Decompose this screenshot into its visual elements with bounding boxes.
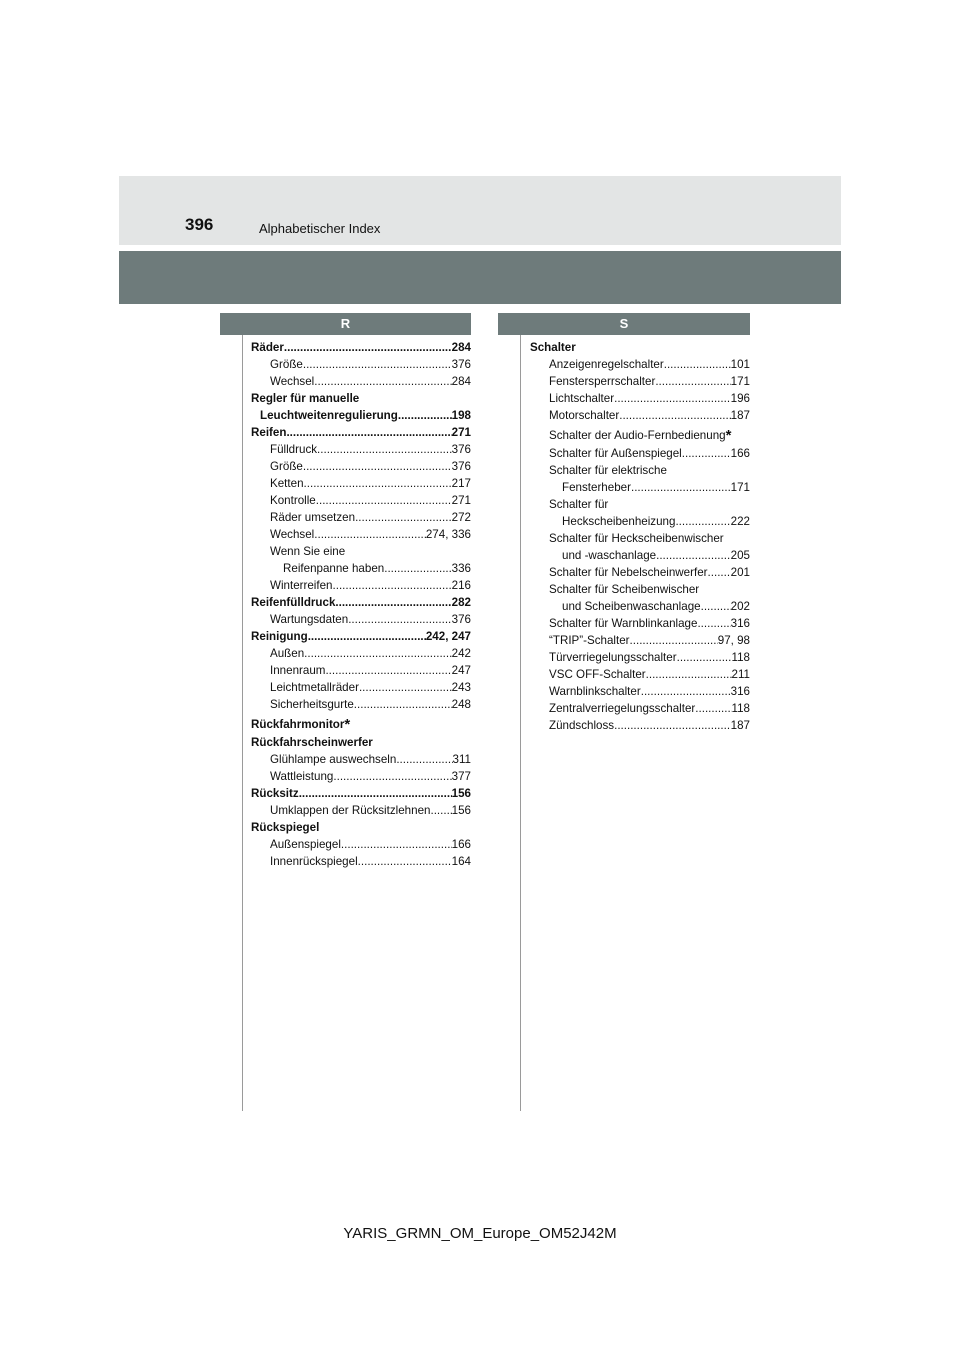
- leader-dots: [341, 836, 452, 853]
- leader-dots: [325, 662, 451, 679]
- page-reference: 274, 336: [425, 528, 471, 541]
- leader-dots: [656, 547, 731, 564]
- page-reference: 118: [731, 651, 750, 664]
- page-reference: 101: [730, 358, 750, 371]
- page-reference: 272: [451, 511, 471, 524]
- index-entry[interactable]: [530, 649, 750, 666]
- entry-label: Fensterheber: [562, 481, 631, 494]
- index-entry[interactable]: [530, 547, 750, 564]
- entry-label: Zündschloss: [549, 719, 615, 732]
- header-band: [119, 251, 841, 304]
- page-reference: 202: [730, 600, 750, 613]
- page-reference: 243: [451, 681, 471, 694]
- index-entry[interactable]: [251, 594, 471, 611]
- leader-dots: [682, 445, 731, 462]
- entry-label: Wattleistung: [270, 770, 334, 783]
- entry-label: Kontrolle: [270, 494, 316, 507]
- column-divider-right: [520, 335, 521, 1111]
- leader-dots: [614, 390, 731, 407]
- page-reference: 216: [451, 579, 471, 592]
- page-reference: 198: [451, 409, 471, 422]
- leader-dots: [359, 679, 452, 696]
- page-reference: 156: [451, 804, 471, 817]
- entry-label: Zentralverriegelungsschalter: [549, 702, 696, 715]
- leader-dots: [697, 615, 730, 632]
- entry-label: Schalter für: [549, 498, 609, 511]
- index-entry[interactable]: [251, 560, 471, 577]
- index-entry[interactable]: [530, 373, 750, 390]
- entry-label: Wechsel: [270, 528, 315, 541]
- index-entry[interactable]: [530, 462, 750, 479]
- index-entry[interactable]: [530, 683, 750, 700]
- page-reference: 248: [451, 698, 471, 711]
- entry-label: Außen: [270, 647, 305, 660]
- entry-label: Wartungsdaten: [270, 613, 349, 626]
- index-entry[interactable]: [251, 662, 471, 679]
- leader-dots: [284, 339, 452, 356]
- leader-dots: [316, 492, 452, 509]
- entry-label: Regler für manuelle: [251, 392, 360, 405]
- leader-dots: [398, 407, 452, 424]
- index-entry[interactable]: [251, 611, 471, 628]
- index-entry[interactable]: [251, 785, 471, 802]
- page-reference: 187: [730, 409, 750, 422]
- entry-label: Schalter für Nebelscheinwerfer: [549, 566, 708, 579]
- index-entry[interactable]: [251, 679, 471, 696]
- index-entry[interactable]: [251, 645, 471, 662]
- column-divider-left: [242, 335, 243, 1111]
- leader-dots: [304, 475, 452, 492]
- index-entry[interactable]: [530, 496, 750, 513]
- page-reference: 271: [451, 426, 471, 439]
- index-entry[interactable]: [251, 543, 471, 560]
- entry-label: Motorschalter: [549, 409, 620, 422]
- page-reference: 156: [451, 787, 471, 800]
- index-entry[interactable]: [251, 373, 471, 390]
- page-reference: 376: [451, 460, 471, 473]
- entry-label: Räder umsetzen: [270, 511, 356, 524]
- leader-dots: [355, 509, 452, 526]
- page-reference: 247: [451, 664, 471, 677]
- entry-label: Anzeigenregelschalter: [549, 358, 664, 371]
- index-entry[interactable]: [251, 577, 471, 594]
- index-entry[interactable]: [530, 564, 750, 581]
- leader-dots: [314, 373, 451, 390]
- page-reference: 336: [451, 562, 471, 575]
- page-reference: 376: [451, 613, 471, 626]
- index-entry[interactable]: [530, 615, 750, 632]
- index-entry[interactable]: [530, 513, 750, 530]
- page-reference: 171: [730, 481, 750, 494]
- index-entry[interactable]: [251, 751, 471, 768]
- leader-dots: [396, 751, 452, 768]
- index-entry[interactable]: [530, 700, 750, 717]
- entry-label: Leuchtweitenregulierung: [260, 409, 398, 422]
- leader-dots: [358, 853, 452, 870]
- entry-label: Schalter für elektrische: [549, 464, 667, 477]
- index-entry[interactable]: [530, 356, 750, 373]
- section-letter-r: R: [220, 313, 471, 335]
- entry-label: Schalter: [530, 341, 576, 354]
- entry-label: Sicherheitsgurte: [270, 698, 354, 711]
- entry-label: Winterreifen: [270, 579, 333, 592]
- entry-label: Schalter der Audio-Fernbedienung: [549, 429, 726, 442]
- entry-label: Räder: [251, 341, 284, 354]
- entry-label: Wechsel: [270, 375, 315, 388]
- leader-dots: [641, 683, 731, 700]
- index-entry[interactable]: [530, 598, 750, 615]
- leader-dots: [303, 356, 452, 373]
- leader-dots: [303, 458, 452, 475]
- leader-dots: [664, 356, 731, 373]
- leader-dots: [348, 611, 451, 628]
- page-reference: 171: [730, 375, 750, 388]
- leader-dots: [335, 594, 451, 611]
- page-reference: 282: [451, 596, 471, 609]
- page-reference: 166: [451, 838, 471, 851]
- page-reference: 118: [731, 702, 750, 715]
- index-entry[interactable]: [530, 666, 750, 683]
- page-reference: 316: [730, 617, 750, 630]
- index-entry[interactable]: [530, 339, 750, 356]
- index-entry[interactable]: [251, 356, 471, 373]
- index-entry[interactable]: [251, 509, 471, 526]
- index-entry[interactable]: [251, 339, 471, 356]
- page-reference: 196: [730, 392, 750, 405]
- entry-label: Schalter für Heckscheibenwischer: [549, 532, 724, 545]
- index-entry[interactable]: [251, 819, 471, 836]
- leader-dots: [646, 666, 732, 683]
- index-entry[interactable]: [251, 424, 471, 441]
- leader-dots: [708, 564, 731, 581]
- page-reference: 316: [730, 685, 750, 698]
- entry-label: Größe: [270, 358, 303, 371]
- entry-label: Reifen: [251, 426, 287, 439]
- page-reference: 284: [451, 375, 471, 388]
- entry-label: Schalter für Warnblinkanlage: [549, 617, 698, 630]
- leader-dots: [333, 768, 451, 785]
- entry-label: Reifenfülldruck: [251, 596, 336, 609]
- index-entry[interactable]: [530, 717, 750, 734]
- entry-label: und Scheibenwaschanlage: [562, 600, 701, 613]
- entry-label: Reinigung: [251, 630, 308, 643]
- entry-label: Leichtmetallräder: [270, 681, 359, 694]
- index-entry[interactable]: [251, 458, 471, 475]
- entry-label: Schalter für Außenspiegel: [549, 447, 682, 460]
- leader-dots: [677, 649, 732, 666]
- index-entry[interactable]: [530, 530, 750, 547]
- entry-label: Rückfahrscheinwerfer: [251, 736, 373, 749]
- index-entry[interactable]: [251, 734, 471, 751]
- page-reference: 376: [451, 358, 471, 371]
- index-entry[interactable]: [530, 632, 750, 649]
- leader-dots: [631, 479, 731, 496]
- page-reference: 242, 247: [425, 630, 471, 643]
- page-reference: 164: [451, 855, 471, 868]
- footnote-asterisk: *: [725, 427, 732, 444]
- page-reference: 284: [451, 341, 471, 354]
- leader-dots: [619, 407, 730, 424]
- entry-label: “TRIP”-Schalter: [549, 634, 630, 647]
- leader-dots: [314, 526, 426, 543]
- leader-dots: [655, 373, 730, 390]
- entry-label: Heckscheibenheizung: [562, 515, 676, 528]
- leader-dots: [384, 560, 451, 577]
- entry-label: Größe: [270, 460, 303, 473]
- index-entry[interactable]: [251, 768, 471, 785]
- index-entry[interactable]: [530, 581, 750, 598]
- entry-label: Fülldruck: [270, 443, 318, 456]
- page-reference: 97, 98: [717, 634, 750, 647]
- entry-label: Rückfahrmonitor: [251, 718, 345, 731]
- page-reference: 376: [451, 443, 471, 456]
- index-entry[interactable]: [251, 492, 471, 509]
- page-reference: 211: [731, 668, 750, 681]
- entry-label: Fenstersperrschalter: [549, 375, 656, 388]
- index-entry[interactable]: [251, 390, 471, 407]
- page-reference: 205: [730, 549, 750, 562]
- entry-label: und -waschanlage: [562, 549, 657, 562]
- entry-label: Wenn Sie eine: [270, 545, 346, 558]
- entry-label: Schalter für Scheibenwischer: [549, 583, 700, 596]
- leader-dots: [333, 577, 452, 594]
- index-column-s: [530, 339, 750, 734]
- entry-label: Glühlampe auswechseln: [270, 753, 397, 766]
- entry-label: Innenraum: [270, 664, 326, 677]
- index-entry[interactable]: [530, 390, 750, 407]
- index-entry[interactable]: [251, 475, 471, 492]
- page-reference: 271: [451, 494, 471, 507]
- index-entry[interactable]: [251, 696, 471, 713]
- leader-dots: [304, 645, 451, 662]
- page-title: Alphabetischer Index: [259, 221, 381, 236]
- leader-dots: [701, 598, 731, 615]
- index-entry[interactable]: [530, 424, 750, 445]
- leader-dots: [299, 785, 452, 802]
- leader-dots: [286, 424, 451, 441]
- page-reference: 242: [451, 647, 471, 660]
- index-entry[interactable]: [530, 479, 750, 496]
- entry-label: Warnblinkschalter: [549, 685, 641, 698]
- entry-label: Rücksitz: [251, 787, 299, 800]
- page-reference: 201: [730, 566, 750, 579]
- leader-dots: [695, 700, 731, 717]
- entry-label: Außenspiegel: [270, 838, 341, 851]
- entry-label: Umklappen der Rücksitzlehnen: [270, 804, 431, 817]
- page-reference: 222: [730, 515, 750, 528]
- index-entry[interactable]: [530, 445, 750, 462]
- index-entry[interactable]: [530, 407, 750, 424]
- entry-label: VSC OFF-Schalter: [549, 668, 646, 681]
- entry-label: Ketten: [270, 477, 304, 490]
- entry-label: Türverriegelungsschalter: [549, 651, 677, 664]
- leader-dots: [614, 717, 731, 734]
- leader-dots: [430, 802, 451, 819]
- index-entry[interactable]: [251, 713, 471, 734]
- page-reference: 187: [730, 719, 750, 732]
- index-entry[interactable]: [251, 836, 471, 853]
- entry-label: Innenrückspiegel: [270, 855, 358, 868]
- index-column-r: [251, 339, 471, 870]
- page-reference: 217: [451, 477, 471, 490]
- index-entry[interactable]: [251, 802, 471, 819]
- leader-dots: [317, 441, 452, 458]
- header-background: [119, 176, 841, 245]
- leader-dots: [308, 628, 426, 645]
- page-reference: 311: [452, 753, 471, 766]
- index-entry[interactable]: [251, 853, 471, 870]
- page-number: 396: [185, 215, 214, 234]
- entry-label: Lichtschalter: [549, 392, 615, 405]
- entry-label: Reifenpanne haben: [283, 562, 385, 575]
- section-letter-s: S: [498, 313, 750, 335]
- footnote-asterisk: *: [344, 716, 351, 733]
- entry-label: Rückspiegel: [251, 821, 320, 834]
- leader-dots: [630, 632, 718, 649]
- page-reference: 166: [730, 447, 750, 460]
- page-reference: 377: [451, 770, 471, 783]
- leader-dots: [675, 513, 730, 530]
- index-entry[interactable]: [251, 628, 471, 645]
- leader-dots: [354, 696, 452, 713]
- document-footer: YARIS_GRMN_OM_Europe_OM52J42M: [343, 1225, 617, 1242]
- index-entry[interactable]: [251, 526, 471, 543]
- index-entry[interactable]: [251, 407, 471, 424]
- index-entry[interactable]: [251, 441, 471, 458]
